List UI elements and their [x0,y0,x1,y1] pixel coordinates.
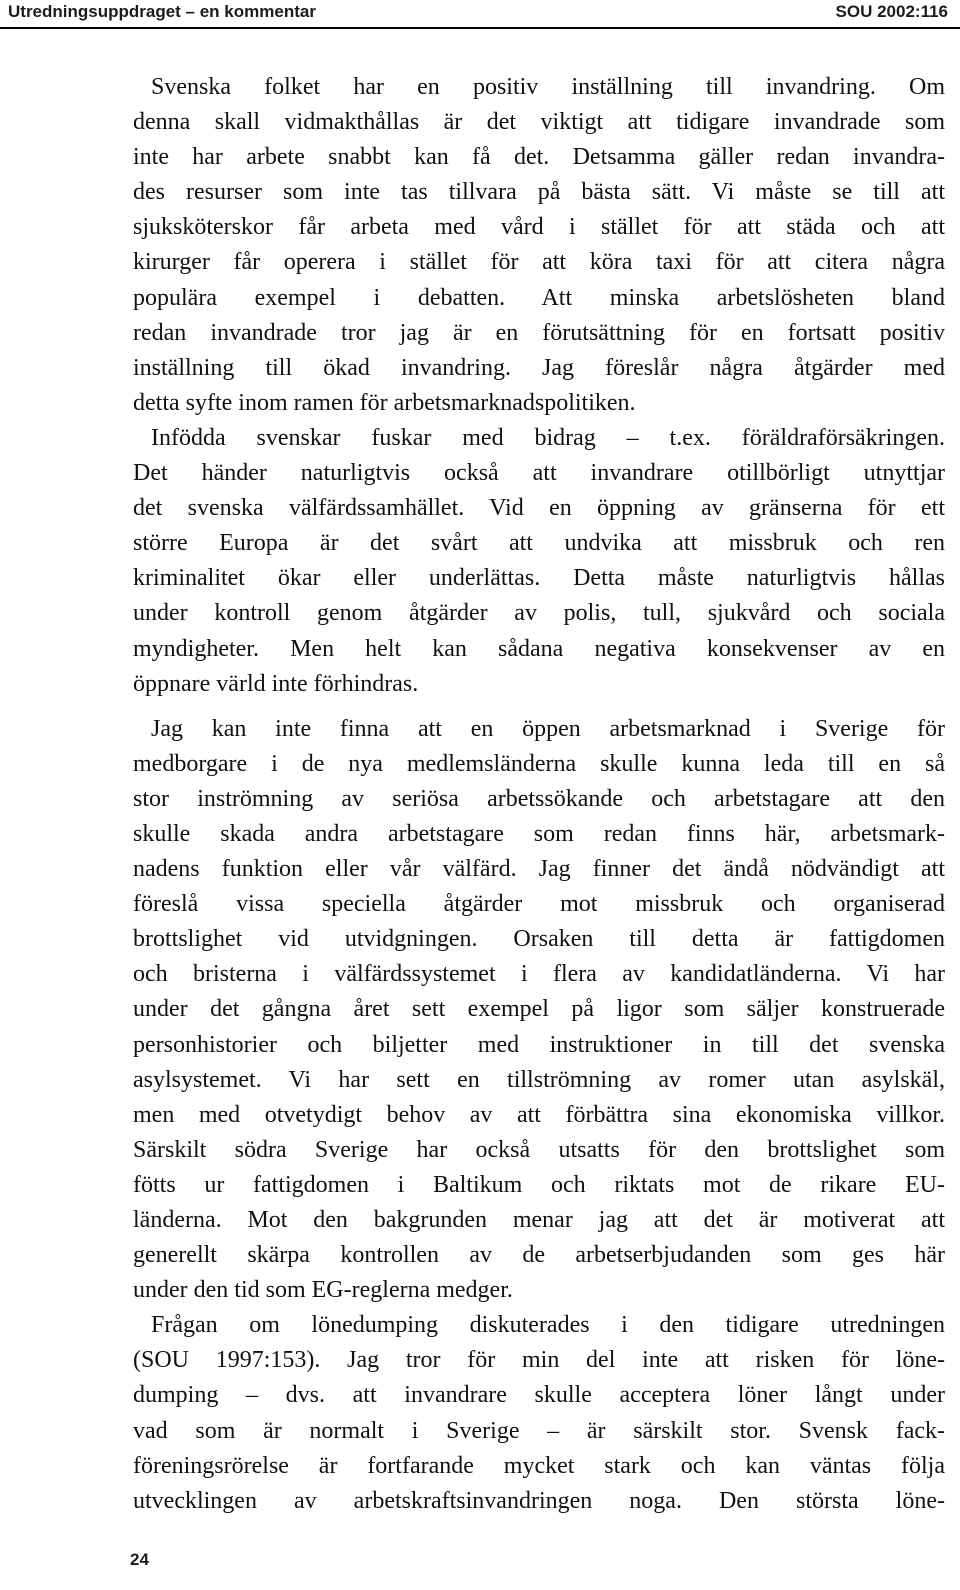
header-rule [0,27,960,29]
text-line: under den tid som EG-reglerna medger. [133,1277,513,1304]
text-line: Särskilt södra Sverige har också utsatts för den brottslighet som [133,1136,945,1163]
text-line: fötts ur fattigdomen i Baltikum och riktats mot de rikare EU- [133,1171,945,1198]
text-line: under kontroll genom åtgärder av polis, tull, sjukvård och sociala [133,600,945,627]
text-line: kriminalitet ökar eller underlättas. Detta måste naturligtvis hållas [133,565,945,592]
text-line: dumping – dvs. att invandrare skulle acceptera löner långt under [133,1382,945,1409]
running-header-report-number: SOU 2002:116 [835,2,948,21]
text-line: (SOU 1997:153). Jag tror för min del inte att risken för löne- [133,1347,945,1374]
running-header-title: Utredningsuppdraget – en kommentar [8,2,316,21]
text-line: vad som är normalt i Sverige – är särskilt stor. Svensk fack- [133,1417,945,1444]
text-line: inställning till ökad invandring. Jag föreslår några åtgärder med [133,354,945,381]
text-line: och bristerna i välfärdssystemet i flera av kandidatländerna. Vi har [133,961,945,988]
text-line: medborgare i de nya medlemsländerna skulle kunna leda till en så [133,750,945,777]
text-line: föreningsrörelse är fortfarande mycket stark och kan väntas följa [133,1452,945,1479]
text-line: asylsystemet. Vi har sett en tillströmning av romer utan asylskäl, [133,1066,945,1093]
text-line: länderna. Mot den bakgrunden menar jag att det är motiverat att [133,1207,945,1233]
text-line: det svenska välfärdssamhället. Vid en öppning av gränserna för ett [133,495,945,522]
text-line: brottslighet vid utvidgningen. Orsaken till detta är fattigdomen [133,926,945,953]
text-line: myndigheter. Men helt kan sådana negativa konsekvenser av en [133,635,945,662]
text-line: redan invandrade tror jag är en förutsättning för en fortsatt positiv [133,319,945,346]
text-line: detta syfte inom ramen för arbetsmarknadspolitiken. [133,389,636,416]
text-line: öppnare värld inte förhindras. [133,670,419,697]
body-text [133,70,945,1519]
text-line: nadens funktion eller vår välfärd. Jag finner det ändå nödvändigt att [133,856,945,883]
text-line: sjuksköterskor får arbeta med vård i stället för att städa och att [133,214,945,241]
text-line: denna skall vidmakthållas är det viktigt att tidigare invandrade som [133,109,945,136]
text-line: inte har arbete snabbt kan få det. Detsamma gäller redan invandra- [133,144,945,171]
text-line: men med otvetydigt behov av att förbättra sina ekonomiska villkor. [133,1101,945,1128]
text-line: personhistorier och biljetter med instruktioner in till det svenska [133,1031,945,1058]
text-line: kirurger får operera i stället för att köra taxi för att citera några [133,249,945,276]
text-line: Det händer naturligtvis också att invandrare otillbörligt utnyttjar [133,460,945,487]
text-line: Jag kan inte finna att en öppen arbetsmarknad i Sverige för [151,715,945,742]
text-line: Frågan om lönedumping diskuterades i den tidigare utredningen [151,1312,945,1339]
text-line: generellt skärpa kontrollen av de arbetserbjudanden som ges här [133,1242,945,1269]
text-line: Svenska folket har en positiv inställning till invandring. Om [151,74,945,100]
text-line: föreslå vissa speciella åtgärder mot missbruk och organiserad [133,891,945,918]
text-line: utvecklingen av arbetskraftsinvandringen noga. Den största löne- [133,1487,945,1514]
text-line: stor inströmning av seriösa arbetssökande och arbetstagare att den [133,785,945,812]
text-line: under det gångna året sett exempel på ligor som säljer konstruerade [133,996,945,1023]
text-line: des resurser som inte tas tillvara på bästa sätt. Vi måste se till att [133,179,945,206]
text-line: större Europa är det svårt att undvika att missbruk och ren [133,530,945,557]
text-line: Infödda svenskar fuskar med bidrag – t.ex. föräldraförsäkringen. [151,424,945,451]
text-line: populära exempel i debatten. Att minska arbetslösheten bland [133,284,945,311]
page-number: 24 [130,1550,149,1569]
text-line: skulle skada andra arbetstagare som redan finns här, arbetsmark- [133,820,945,847]
